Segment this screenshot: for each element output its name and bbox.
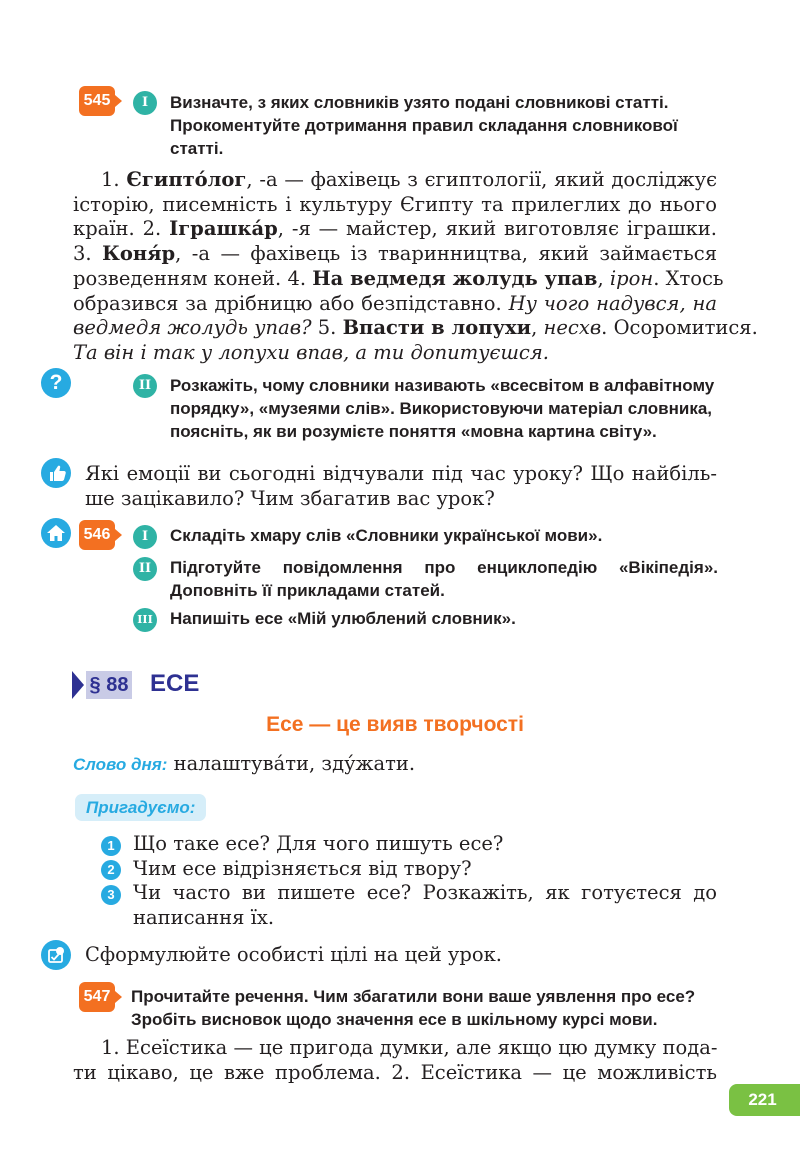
level-1-badge: I [133,91,157,115]
recall-question-2: Чим есе відрізняється від твору? [133,857,472,880]
exercise-546-task-2: Підготуйте повідомлення про енциклопедію «Вікіпедія». Доповніть її прикладами статей. [170,558,718,600]
dictionary-entries: 1. Єгипто́лог, -а — фахівець з єгиптології, який досліджує історію, писемність і культуру Єгипту та прилеглих до нього країн. 2. Іграшка́р, -я — майстер, який виготовляє іграшки. 3. Коня́р, -а — фахівець із тваринництва, який займається розведенням коней. 4. На ведмедя жолудь упав, ірон. Хтось образився за дрібницю або безпідставно. Ну чого надувся, на ведмедя жолудь упав? 5. Впасти в лопухи, несхв. Осоромитися. Та він і так у лопухи впав, а ти допитуєшся. [73,168,758,364]
exercise-546-task-1: Складіть хмару слів «Словники української мови». [170,526,603,545]
exercise-545-task-2: Розкажіть, чому словники називають «всесвітом в алфавітному порядку», «музеями слів». Використовуючи матеріал словника, поясніть, як ви розумієте поняття «мовна картина світу». [170,376,715,441]
essay-quotes: 1. Есеїстика — це пригода думки, але якщо цю думку пода- ти цікаво, це вже проблема. 2. Есеїстика — це можливість [73,1036,718,1084]
recall-number-2: 2 [101,860,121,880]
page-number: 221 [729,1084,800,1116]
exercise-547-task: Прочитайте речення. Чим збагатили вони ваше уявлення про есе? Зробіть висновок щодо значення есе в шкільному курсі мови. [131,987,696,1029]
section-marker-arrow [72,671,84,699]
word-of-day-label: Слово дня: [73,755,168,774]
exercise-546-task-3: Напишіть есе «Мій улюблений словник». [170,609,516,628]
word-of-day-text: налаштува́ти, зду́жати. [167,752,416,775]
level-2-badge: II [133,374,157,398]
house-icon-graphic [41,518,71,548]
lesson-goals: Сформулюйте особисті цілі на цей урок. [85,943,502,966]
reflection-question: Які емоції ви сьогодні відчували під час уроку? Що найбіль- ше зацікавило? Чим збагатив вас урок? [85,462,717,510]
recall-question-3: Чи часто ви пишете есе? Розкажіть, як готуєтеся до написання їх. [133,881,717,929]
question-icon: ? [41,368,71,398]
level-1-badge: I [133,525,157,549]
thumbs-up-icon [41,458,71,488]
exercise-number-546: 546 [79,520,115,550]
section-title: ЕСЕ [150,670,200,697]
target-icon-graphic [41,940,71,970]
word-of-day [73,752,415,777]
house-icon [41,518,71,548]
exercise-545-task: Визначте, з яких словників узято подані словникові статті. Прокоментуйте дотримання правил складання словникової статті. [170,93,678,158]
section-number: § 88 [86,671,132,699]
thumbs-up-icon-graphic [41,458,71,488]
recall-number-1: 1 [101,836,121,856]
level-3-badge: III [133,608,157,632]
recall-label: Пригадуємо: [75,794,206,821]
level-2-badge: II [133,557,157,581]
target-icon [41,940,71,970]
recall-question-1: Що таке есе? Для чого пишуть есе? [133,832,504,855]
section-marker [72,671,130,699]
exercise-number-547: 547 [79,982,115,1012]
exercise-number-545: 545 [79,86,115,116]
section-subtitle: Есе — це вияв творчості [266,713,524,736]
recall-number-3: 3 [101,885,121,905]
